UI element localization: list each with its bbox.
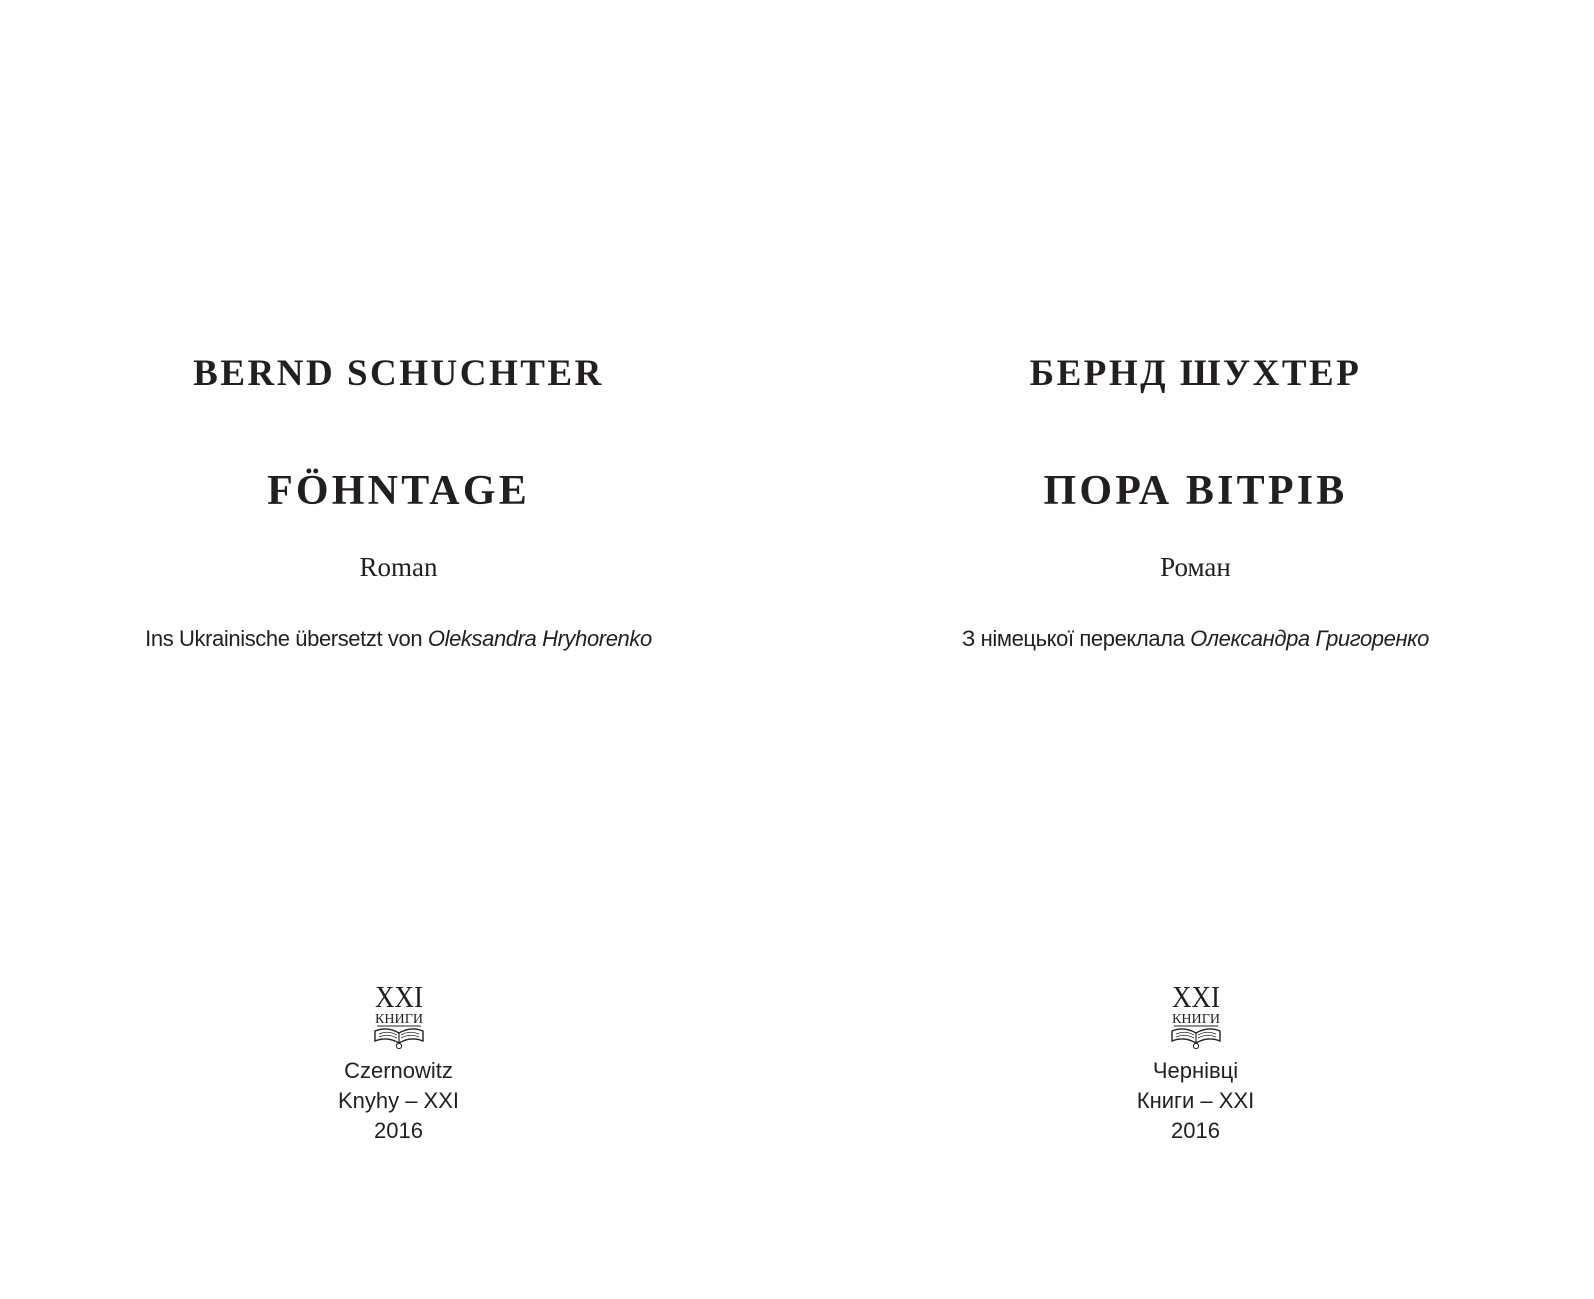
imprint-year: 2016: [374, 1118, 423, 1143]
imprint-publisher: Knyhy – XXI: [337, 1088, 460, 1113]
imprint-year: 2016: [1171, 1118, 1220, 1143]
publisher-logo: [797, 979, 1594, 1051]
author-name: BERND SCHUCHTER: [193, 353, 604, 394]
translator-name: Олександра Григоренко: [1190, 626, 1429, 651]
author-name: БЕРНД ШУХТЕР: [1029, 353, 1362, 394]
logo-top-text: XXI: [374, 979, 423, 1014]
open-book-logo-icon: [369, 979, 429, 1051]
open-book-logo-icon: [1166, 979, 1226, 1051]
translator-name: Oleksandra Hryhorenko: [427, 626, 652, 651]
translator-prefix: З німецької переклала: [962, 626, 1191, 651]
right-title-page: [797, 0, 1594, 1299]
publisher-logo: [0, 979, 797, 1051]
translator-credit: [0, 628, 797, 650]
imprint: [797, 1056, 1594, 1146]
imprint-city: Czernowitz: [344, 1058, 453, 1083]
logo-bottom-text: КНИГИ: [374, 1012, 423, 1027]
translator-credit: [797, 628, 1594, 650]
translator-prefix: Ins Ukrainische übersetzt von: [145, 626, 428, 651]
book-title: FÖHNTAGE: [267, 468, 530, 514]
book-title: ПОРА ВІТРІВ: [1043, 468, 1348, 514]
logo-bottom-text: КНИГИ: [1171, 1012, 1220, 1027]
logo-top-text: XXI: [1171, 979, 1220, 1014]
imprint-publisher: Книги – XXI: [1136, 1088, 1255, 1113]
imprint-city: Чернівці: [1152, 1058, 1239, 1083]
genre-label: Роман: [1160, 552, 1231, 582]
imprint: [0, 1056, 797, 1146]
genre-label: Roman: [359, 552, 438, 582]
